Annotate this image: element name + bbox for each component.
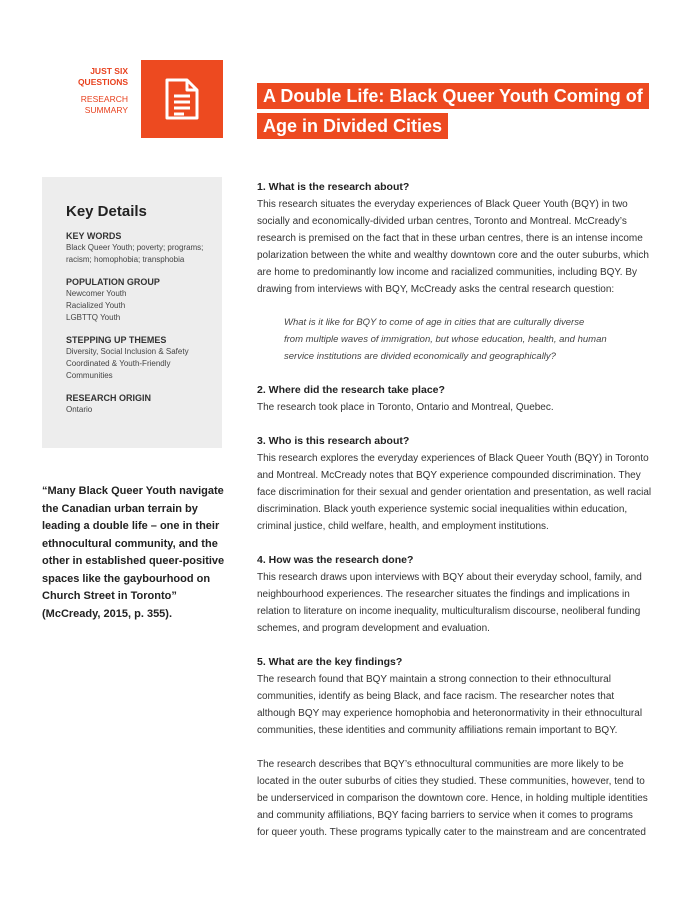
research-origin-body: Ontario	[66, 405, 93, 414]
question-heading: 3. Who is this research about?	[257, 435, 410, 447]
series-label	[60, 66, 128, 116]
key-words-heading: KEY WORDS	[66, 231, 122, 241]
population-group-heading: POPULATION GROUP	[66, 277, 160, 287]
document-icon	[164, 78, 200, 120]
key-words-body: Black Queer Youth; poverty; programs; racism; homophobia; transphobia	[66, 243, 204, 264]
title-line: A Double Life: Black Queer Youth Coming of	[257, 83, 649, 109]
document-icon-box	[141, 60, 223, 138]
key-details-panel	[42, 177, 222, 448]
stepping-up-themes-heading: STEPPING UP THEMES	[66, 335, 167, 345]
question-heading: 2. Where did the research take place?	[257, 384, 445, 396]
series-label-bottom: RESEARCH SUMMARY	[80, 94, 128, 115]
answer-paragraph: This research draws upon interviews with BQY about their everyday school, family, and neighbourhood experiences. The researcher situates the findings and implications in relation to literature on income inequality, multiculturalism discourse, neoliberal funding schemes, and program development and evaluation.	[257, 572, 642, 634]
title-line: Age in Divided Cities	[257, 113, 448, 139]
research-question-quote: What is it like for BQY to come of age in cities that are culturally diverse from multiple waves of immigration, but whose education, health, and human service institutions are divided economically and geographically?	[284, 317, 607, 362]
question-heading: 5. What are the key findings?	[257, 656, 403, 668]
question-heading: 1. What is the research about?	[257, 181, 410, 193]
answer-paragraph: The research took place in Toronto, Ontario and Montreal, Quebec.	[257, 402, 554, 413]
main-content	[257, 180, 657, 841]
stepping-up-themes-body: Diversity, Social Inclusion & Safety Coordinated & Youth-Friendly Communities	[66, 347, 189, 380]
population-group-body: Newcomer Youth Racialized Youth LGBTTQ Youth	[66, 289, 127, 322]
answer-paragraph: The research found that BQY maintain a strong connection to their ethnocultural communities, identify as being Black, and face racism. The researcher notes that although BQY may experience homophobia and heteronormativity in their ethnocultural communities, these identities and community affiliations remain important to BQY.	[257, 674, 643, 736]
pull-quote: “Many Black Queer Youth navigate the Canadian urban terrain by leading a double life – one in their ethnocultural community, and the other in established queer-positive spaces like the gaybourhood on Church Street in Toronto” (McCready, 2015, p. 355).	[42, 485, 225, 620]
key-details-heading: Key Details	[66, 203, 147, 220]
answer-paragraph: The research describes that BQY’s ethnocultural communities are more likely to be located in the outer suburbs of cities they studied. These communities, however, tend to be underserviced in comparison the downtown core. Hence, in holding multiple identities and community affiliations, BQY facing barriers to service when it comes to programs for queer youth. These programs typically cater to the mainstream and are concentrated	[257, 759, 648, 838]
answer-paragraph: This research situates the everyday experiences of Black Queer Youth (BQY) in two socially and economically-divided urban centres, Toronto and Montreal. McCready’s research is premised on the fact that in these urban centres, there is an intense income polarization between the white and wealthy downtown core and the outer suburbs, which are home to predominantly low income and racialized communities, including BQY. By drawing from interviews with BQY, McCready asks the central research question:	[257, 199, 649, 295]
answer-paragraph: This research explores the everyday experiences of Black Queer Youth (BQY) in Toronto and Montreal. McCready notes that BQY experience compounded discrimination. They face discrimination for their sexual and gender orientation and presentation, as well racial discrimination. Black youth experience systemic social inequalities within education, criminal justice, child welfare, health, and employment institutions.	[257, 453, 652, 532]
page-title	[257, 83, 657, 143]
question-heading: 4. How was the research done?	[257, 554, 414, 566]
series-label-top: JUST SIX QUESTIONS	[77, 66, 128, 87]
research-origin-heading: RESEARCH ORIGIN	[66, 393, 152, 403]
